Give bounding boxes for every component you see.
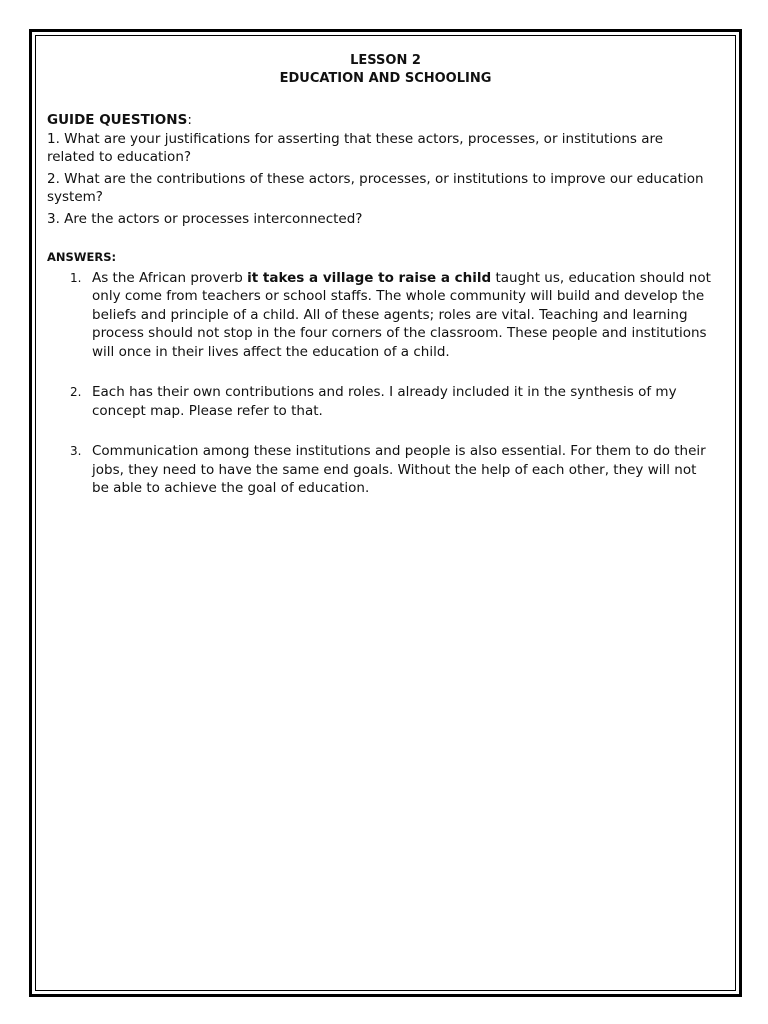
title-block <box>36 52 735 88</box>
document-content <box>47 111 711 520</box>
answer-item-2 <box>47 383 711 420</box>
answer-1-intro: As the African proverb <box>92 269 248 286</box>
answer-item-1 <box>47 269 711 362</box>
guide-question-1: 1. What are your justifications for asserting that these actors, processes, or institutions are related to education? <box>47 130 664 165</box>
guide-questions-colon: : <box>187 112 192 128</box>
answers-heading: ANSWERS: <box>47 250 117 264</box>
answer-item-3 <box>47 442 711 498</box>
answer-3-text: Communication among these institutions and people is also essential. For them to do their jobs, they need to have the same end goals. Without the help of each other, they will not be able to achieve the goal of education. <box>92 443 706 496</box>
african-proverb: it takes a village to raise a child <box>247 269 492 286</box>
lesson-number: LESSON 2 <box>350 53 421 68</box>
guide-questions-heading <box>47 111 711 130</box>
answer-number-2: 2. <box>70 385 82 399</box>
guide-questions-label: GUIDE QUESTIONS <box>47 112 188 128</box>
guide-question-3: 3. Are the actors or processes interconnected? <box>47 210 363 227</box>
page-inner-border <box>35 35 736 991</box>
answer-number-1: 1. <box>70 270 82 285</box>
page-border <box>29 29 742 997</box>
lesson-title: EDUCATION AND SCHOOLING <box>279 71 492 86</box>
answer-number-3: 3. <box>70 444 82 458</box>
answer-1-body: taught us, education should not only come from teachers or school staffs. The whole community will build and develop the beliefs and principle of a child. All of these agents; roles are vital. Teaching and learning process should not stop in the four corners of the classroom. These people and institutions will once in their lives affect the education of a child. <box>92 269 711 360</box>
answers-list <box>47 269 711 498</box>
answer-2-text: Each has their own contributions and roles. I already included it in the synthesis of my concept map. Please refer to that. <box>92 384 677 419</box>
guide-question-2: 2. What are the contributions of these actors, processes, or institutions to improve our education system? <box>47 170 704 205</box>
